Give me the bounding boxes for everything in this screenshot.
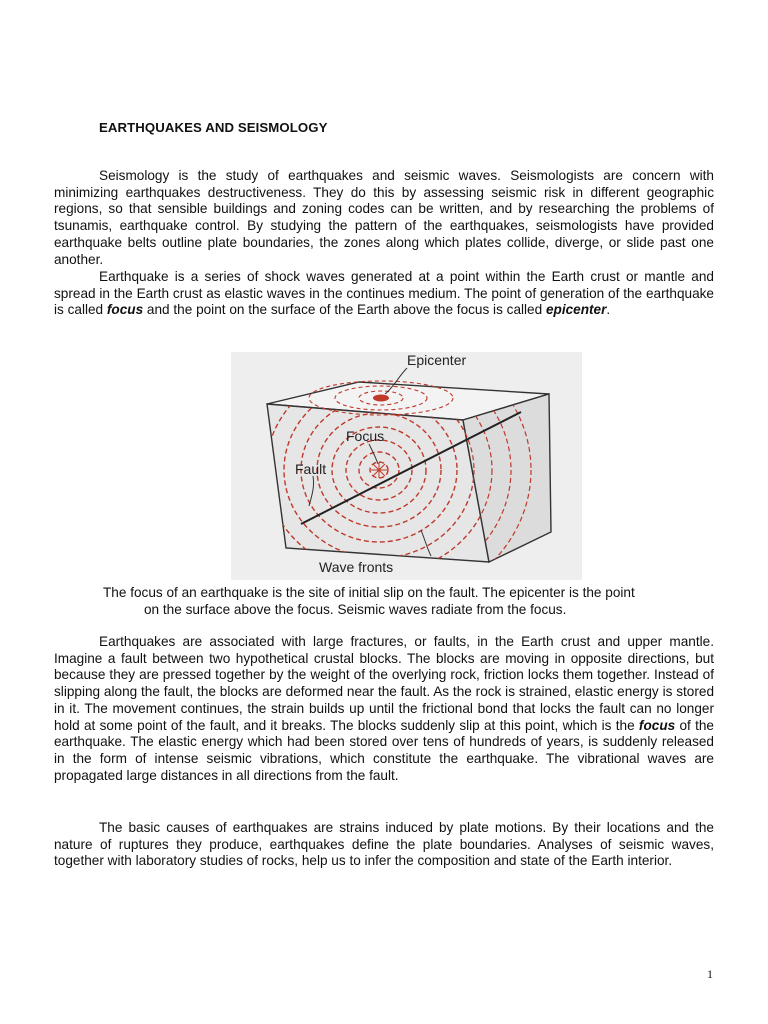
term-focus: focus [106, 302, 144, 318]
paragraph-definition-part1: Earthquake is a series of shock waves generated at a point within the Earth crust or mantle and spread in the Earth crust as elastic waves in the continues medium. The point of generation of the earthquake is called [54, 269, 714, 318]
paragraph-faults-part2: of the earthquake. The elastic energy which had been stored over tens of hundreds of years, is suddenly released in the form of intense seismic vibrations, which constitute the earthquake. The vibrational waves are propagated large distances in all directions from the fault. [54, 717, 714, 783]
label-focus: Focus [346, 428, 385, 444]
term-focus-2: focus [638, 717, 676, 733]
term-epicenter: epicenter [545, 302, 607, 318]
earthquake-block-illustration [231, 352, 582, 580]
paragraph-faults-part1: Earthquakes are associated with large fractures, or faults, in the Earth crust and upper mantle. Imagine a fault between two hypothetical crustal blocks. The blocks are moving in opposite directions, but because they are pressed together by the weight of the overlying rock, friction locks them together. Instead of slipping along the fault, the blocks are deformed near the fault. As the rock is strained, elastic energy is stored in it. The movement continues, the strain builds up until the frictional bond that locks the fault can no longer hold at some point of the fault, and it breaks. The blocks suddenly slip at this point, which is the [54, 634, 714, 733]
paragraph-definition [54, 269, 714, 319]
paragraph-definition-part3: . [606, 302, 611, 318]
earthquake-diagram [231, 352, 582, 580]
figure-caption [103, 585, 713, 618]
paragraph-causes [54, 820, 714, 870]
document-title: EARTHQUAKES AND SEISMOLOGY [99, 120, 328, 135]
page-number: 1 [707, 967, 713, 981]
focus-burst [371, 462, 387, 478]
paragraph-definition-part2: and the point on the surface of the Earth above the focus is called [143, 302, 546, 318]
figure-caption-line2: on the surface above the focus. Seismic waves radiate from the focus. [144, 601, 567, 617]
paragraph-intro-text: Seismology is the study of earthquakes and seismic waves. Seismologists are concern with minimizing earthquakes destructiveness. They do this by assessing seismic risk in different geographic regions, so that sensible buildings and zoning codes can be written, and by researching the problems of tsunamis, earthquake control. By studying the pattern of the earthquakes, seismologists have provided earthquake belts outline plate boundaries, the zones along which plates collide, diverge, or slide past one another. [54, 168, 714, 267]
paragraph-faults [54, 634, 714, 784]
figure-caption-line1: The focus of an earthquake is the site of initial slip on the fault. The epicenter is the point [103, 585, 635, 600]
paragraph-causes-text: The basic causes of earthquakes are strains induced by plate motions. By their locations and the nature of ruptures they produce, earthquakes define the plate boundaries. Analyses of seismic waves, together with laboratory studies of rocks, help us to infer the composition and state of the Earth interior. [54, 820, 714, 869]
label-epicenter: Epicenter [407, 352, 467, 368]
label-fault: Fault [295, 461, 327, 477]
epicenter-marker [373, 395, 389, 402]
paragraph-intro [54, 168, 714, 268]
label-wave-fronts: Wave fronts [319, 559, 394, 575]
